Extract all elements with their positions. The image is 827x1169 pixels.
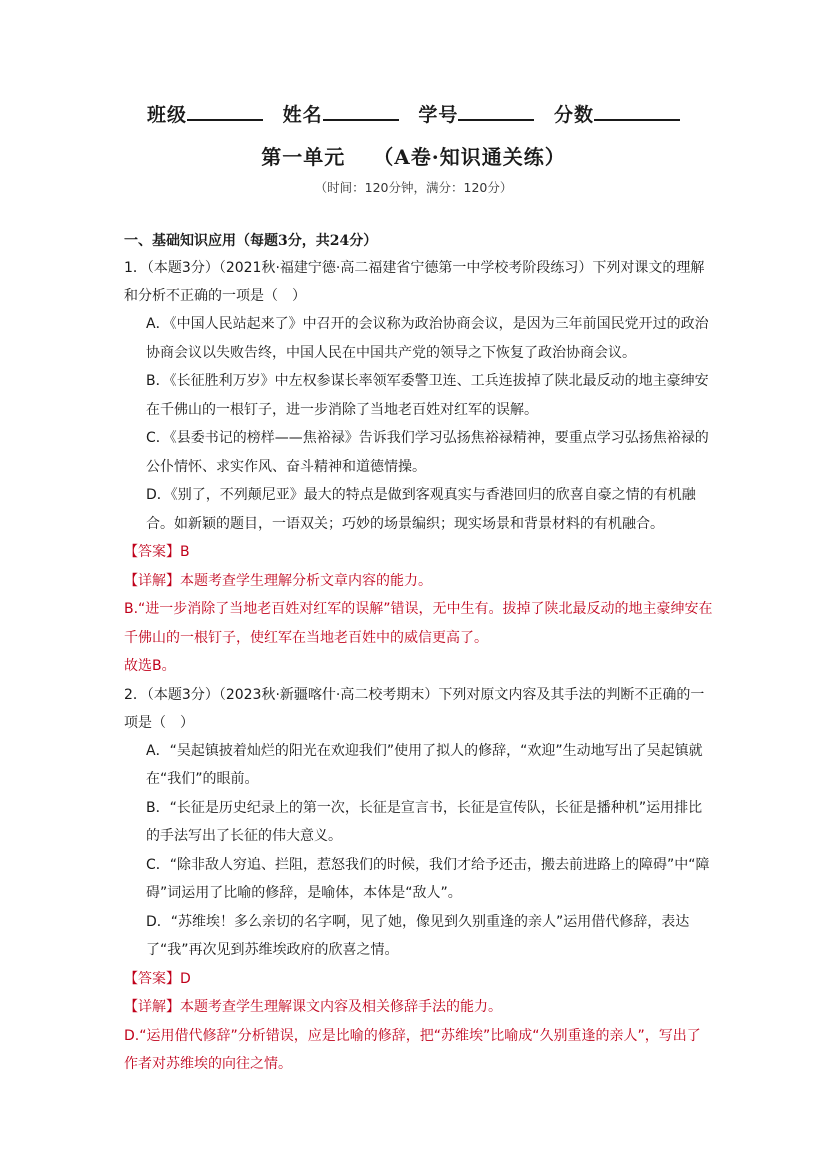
question-1-explanation: B.“进一步消除了当地老百姓对红军的误解”错误，无中生有。拔掉了陕北最反动的地主豪绅安在千佛山的一根钉子，使红军在当地老百姓中的威信更高了。	[124, 601, 713, 646]
question-2-stem: 2．（本题3分）（2023秋·新疆喀什·高二校考期末）下列对原文内容及其手法的判断不正确的一项是（ ）	[124, 686, 705, 731]
detail-tag: 【详解】	[124, 572, 180, 589]
answer-tag: 【答案】	[124, 970, 180, 987]
detail-text: 本题考查学生理解分析文章内容的能力。	[180, 572, 432, 589]
answer-value: B	[180, 544, 190, 560]
question-2-option-d: D．“苏维埃！多么亲切的名字啊，见了她，像见到久别重逢的亲人”运用借代修辞，表达了“我”再次见到苏维埃政府的欣喜之情。	[146, 913, 690, 958]
question-2-detail	[124, 993, 714, 1022]
class-blank[interactable]	[187, 101, 263, 121]
section-heading: 一、基础知识应用（每题3分，共24分）	[124, 233, 378, 249]
detail-text: 本题考查学生理解课文内容及相关修辞手法的能力。	[180, 999, 502, 1015]
name-label: 姓名	[282, 104, 323, 126]
detail-tag: 【详解】	[124, 999, 180, 1015]
question-1	[124, 254, 714, 681]
id-blank[interactable]	[458, 101, 534, 121]
question-2-option-b: B．“长征是历史纪录上的第一次，长征是宣言书，长征是宣传队，长征是播种机”运用排比的手法写出了长征的伟大意义。	[146, 799, 703, 844]
answer-value: D	[180, 970, 191, 987]
paper-title: （A卷·知识通关练）	[373, 145, 566, 169]
unit-title: 第一单元	[261, 145, 346, 169]
content	[124, 230, 714, 1079]
question-1-stem: 1．（本题3分）（2021秋·福建宁德·高二福建省宁德第一中学校考阶段练习）下列对课文的理解和分析不正确的一项是（ ）	[124, 260, 705, 304]
score-label: 分数	[553, 104, 594, 126]
question-2-option-a: A．“吴起镇披着灿烂的阳光在欢迎我们”使用了拟人的修辞，“欢迎”生动地写出了吴起镇就在“我们”的眼前。	[146, 742, 703, 787]
question-1-answer	[124, 538, 714, 567]
id-label: 学号	[418, 104, 459, 126]
question-1-detail	[124, 567, 714, 596]
question-1-option-b: B．《长征胜利万岁》中左权参谋长率领军委警卫连、工兵连拔掉了陕北最反动的地主豪绅安在千佛山的一根钉子，进一步消除了当地老百姓对红军的误解。	[146, 373, 709, 418]
class-label: 班级	[147, 104, 188, 126]
question-2-option-c: C．“除非敌人穷追、拦阻，惹怒我们的时候，我们才给予还击，搬去前进路上的障碍”中“障碍”词运用了比喻的修辞，是喻体，本体是“敌人”。	[146, 856, 710, 901]
question-1-option-a: A．《中国人民站起来了》中召开的会议称为政治协商会议，是因为三年前国民党开过的政治协商会议以失败告终，中国人民在中国共产党的领导之下恢复了政治协商会议。	[146, 316, 709, 361]
question-1-option-d: D．《别了，不列颠尼亚》最大的特点是做到客观真实与香港回归的欣喜自豪之情的有机融合。如新颖的题目，一语双关；巧妙的场景编织；现实场景和背景材料的有机融合。	[146, 487, 696, 532]
exam-time-note: （时间：120分钟，满分：120分）	[314, 180, 513, 195]
question-2-answer	[124, 965, 714, 994]
student-info-line	[0, 100, 827, 127]
answer-tag: 【答案】	[124, 544, 180, 560]
question-1-conclusion: 故选B。	[124, 658, 176, 674]
question-1-option-c: C．《县委书记的榜样——焦裕禄》告诉我们学习弘扬焦裕禄精神，要重点学习弘扬焦裕禄的公仆情怀、求实作风、奋斗精神和道德情操。	[146, 430, 709, 475]
page-title	[0, 141, 827, 170]
score-blank[interactable]	[594, 101, 680, 121]
name-blank[interactable]	[323, 101, 399, 121]
question-2-explanation: D.“运用借代修辞”分析错误，应是比喻的修辞，把“苏维埃”比喻成“久别重逢的亲人”，写出了作者对苏维埃的向往之情。	[124, 1027, 701, 1072]
question-2	[124, 681, 714, 1079]
